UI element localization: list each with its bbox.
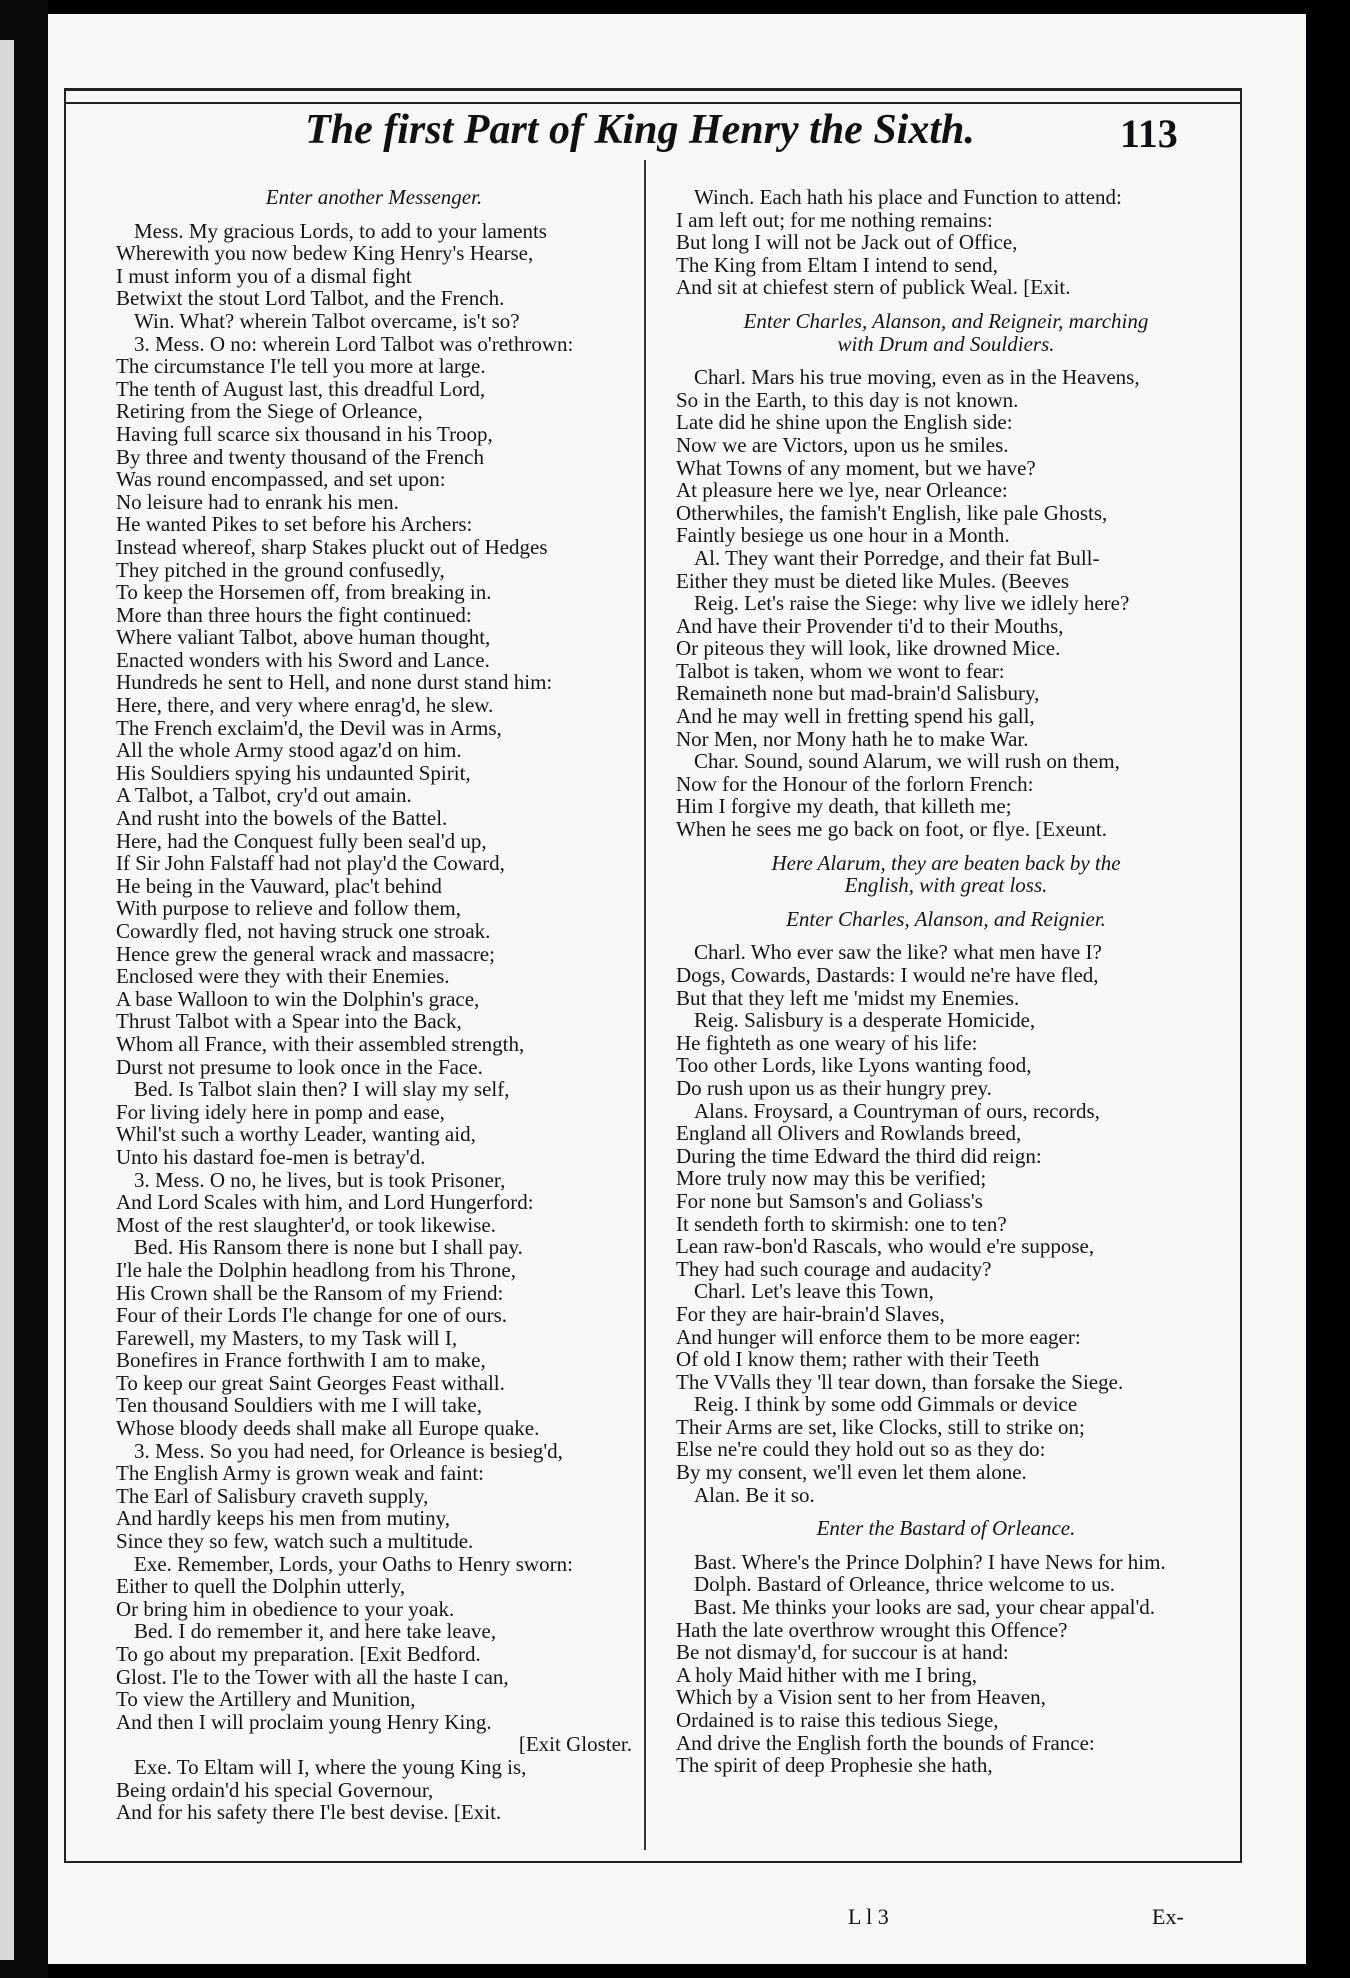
text-line: More truly now may this be verified; xyxy=(676,1166,987,1191)
text-line: Talbot is taken, whom we wont to fear: xyxy=(676,658,1005,683)
page-number: 113 xyxy=(1120,111,1178,156)
text-line: The tenth of August last, this dreadful Lord, xyxy=(116,376,486,401)
text-line: [Exit Gloster. xyxy=(518,1732,632,1757)
text-line: Instead whereof, sharp Stakes pluckt out of Hedges xyxy=(116,534,548,559)
text-line: Ordained is to raise this tedious Siege, xyxy=(676,1708,999,1732)
text-line: Now we are Victors, upon us he smiles. xyxy=(676,432,1009,457)
text-line: Nor Men, nor Mony hath he to make War. xyxy=(676,726,1029,751)
text-line: Now for the Honour of the forlorn French: xyxy=(676,771,1034,796)
text-line: Charl. Let's leave this Town, xyxy=(694,1279,934,1304)
text-line: During the time Edward the third did reign: xyxy=(676,1143,1042,1168)
text-line: Most of the rest slaughter'd, or took likewise. xyxy=(116,1212,496,1237)
text-line: Glost. I'le to the Tower with all the haste I can, xyxy=(116,1664,509,1689)
text-line: And for his safety there I'le best devise. [Exit. xyxy=(116,1800,502,1825)
text-line: Charl. Mars his true moving, even as in the Heavens, xyxy=(694,365,1140,390)
text-line: Dogs, Cowards, Dastards: I would ne're have fled, xyxy=(676,963,1099,987)
text-line: Cowardly fled, not having struck one stroak. xyxy=(116,919,491,943)
text-line: No leisure had to enrank his men. xyxy=(116,489,399,514)
text-line: Reig. Salisbury is a desperate Homicide, xyxy=(694,1008,1036,1033)
text-line: By three and twenty thousand of the French xyxy=(116,444,484,469)
text-line: Hath the late overthrow wrought this Offence? xyxy=(676,1617,1068,1642)
text-line: And hardly keeps his men from mutiny, xyxy=(116,1506,451,1531)
text-line: Was round encompassed, and set upon: xyxy=(116,467,446,492)
text-line: Be not dismay'd, for succour is at hand: xyxy=(676,1640,1009,1665)
text-line: Lean raw-bon'd Rascals, who would e're suppose, xyxy=(676,1234,1095,1259)
text-line: Whose bloody deeds shall make all Europe quake. xyxy=(116,1416,540,1441)
text-line: More than three hours the fight continued: xyxy=(116,602,472,627)
text-line: If Sir John Falstaff had not play'd the Coward, xyxy=(116,851,505,876)
text-line: Bonefires in France forthwith I am to make, xyxy=(116,1348,486,1373)
column-divider xyxy=(644,160,646,1850)
text-line: Win. What? wherein Talbot overcame, is't so? xyxy=(134,308,520,333)
text-line: The French exclaim'd, the Devil was in Arms, xyxy=(116,715,502,740)
text-line: Thrust Talbot with a Spear into the Back, xyxy=(116,1009,462,1034)
text-line: 3. Mess. O no: wherein Lord Talbot was o'rethrown: xyxy=(134,331,574,356)
text-line: Here, had the Conquest fully been seal'd up, xyxy=(116,828,487,853)
text-line: Exe. Remember, Lords, your Oaths to Henry sworn: xyxy=(134,1551,573,1576)
text-line: Either they must be dieted like Mules. (Beeves xyxy=(676,568,1070,593)
text-line: Otherwhiles, the famish't English, like pale Ghosts, xyxy=(676,500,1108,525)
text-line: And sit at chiefest stern of publick Weal. [Exit. xyxy=(676,275,1071,300)
text-line: The Earl of Salisbury craveth supply, xyxy=(116,1483,429,1508)
signature-mark: L l 3 xyxy=(848,1904,889,1929)
text-line: To go about my preparation. [Exit Bedford. xyxy=(116,1642,481,1666)
text-line: Whil'st such a worthy Leader, wanting aid, xyxy=(116,1122,476,1147)
text-line: Him I forgive my death, that killeth me; xyxy=(676,794,1012,819)
text-line: Else ne're could they hold out so as they do: xyxy=(676,1437,1046,1462)
text-line: He being in the Vauward, plac't behind xyxy=(116,873,442,898)
text-line: And Lord Scales with him, and Lord Hungerford: xyxy=(116,1190,534,1215)
line-gap xyxy=(676,841,1216,852)
text-line: Alan. Be it so. xyxy=(694,1482,815,1507)
text-line: So in the Earth, to this day is not known. xyxy=(676,387,1019,412)
text-line: 3. Mess. So you had need, for Orleance is besieg'd, xyxy=(134,1438,563,1463)
text-line: Bed. Is Talbot slain then? I will slay my self, xyxy=(134,1077,510,1102)
text-line: England all Olivers and Rowlands breed, xyxy=(676,1121,1022,1146)
text-line: Betwixt the stout Lord Talbot, and the French. xyxy=(116,286,505,311)
left-text-column xyxy=(116,186,632,1824)
stage-direction: Enter Charles, Alanson, and Reignier. xyxy=(786,906,1106,931)
text-line: Winch. Each hath his place and Function to attend: xyxy=(694,185,1122,209)
text-line: A base Walloon to win the Dolphin's grace, xyxy=(116,986,480,1011)
text-line: I'le hale the Dolphin headlong from his Throne, xyxy=(116,1257,516,1282)
stage-direction: Enter another Messenger. xyxy=(265,185,483,209)
text-line: To keep the Horsemen off, from breaking in. xyxy=(116,580,492,605)
text-line: Hence grew the general wrack and massacre; xyxy=(116,941,495,966)
text-line: Mess. My gracious Lords, to add to your laments xyxy=(134,218,547,243)
text-line: Four of their Lords I'le change for one of ours. xyxy=(116,1303,508,1328)
text-line: I must inform you of a dismal fight xyxy=(116,263,412,288)
text-line: And then I will proclaim young Henry King. xyxy=(116,1709,492,1734)
text-line: They had such courage and audacity? xyxy=(676,1256,992,1281)
text-line: By my consent, we'll even let them alone. xyxy=(676,1460,1027,1485)
text-line: Hundreds he sent to Hell, and none durst stand him: xyxy=(116,670,553,695)
text-line: With purpose to relieve and follow them, xyxy=(116,896,461,921)
text-line: And hunger will enforce them to be more eager: xyxy=(676,1324,1081,1349)
line-gap xyxy=(116,209,632,220)
text-line: Unto his dastard foe-men is betray'd. xyxy=(116,1144,426,1169)
previous-page-sliver xyxy=(0,40,14,1960)
text-line: The circumstance I'le tell you more at large. xyxy=(116,354,486,379)
right-text-column xyxy=(676,186,1216,1777)
text-line: The King from Eltam I intend to send, xyxy=(676,252,998,277)
text-line: His Crown shall be the Ransom of my Friend: xyxy=(116,1280,504,1305)
text-line: Their Arms are set, like Clocks, still to strike on; xyxy=(676,1414,1085,1439)
stage-direction: Here Alarum, they are beaten back by the xyxy=(771,850,1121,875)
text-line: The VValls they 'll tear down, than forsake the Siege. xyxy=(676,1369,1124,1394)
text-line: And drive the English forth the bounds of France: xyxy=(676,1730,1095,1755)
text-line: Too other Lords, like Lyons wanting food, xyxy=(676,1053,1032,1078)
text-line: Bast. Where's the Prince Dolphin? I have News for him. xyxy=(694,1549,1166,1574)
text-line: Do rush upon us as their hungry prey. xyxy=(676,1075,992,1100)
text-line: Al. They want their Porredge, and their fat Bull- xyxy=(694,545,1100,570)
text-line: Or piteous they will look, like drowned Mice. xyxy=(676,636,1061,661)
text-line: For none but Samson's and Goliass's xyxy=(676,1188,983,1213)
text-line: He fighteth as one weary of his life: xyxy=(676,1030,978,1055)
text-line: Reig. Let's raise the Siege: why live we idlely here? xyxy=(694,591,1130,616)
text-line: Here, there, and very where enrag'd, he slew. xyxy=(116,693,494,718)
text-line: Remaineth none but mad-brain'd Salisbury, xyxy=(676,681,1040,706)
text-line: Bed. His Ransom there is none but I shall pay. xyxy=(134,1235,523,1260)
text-line: His Souldiers spying his undaunted Spirit, xyxy=(116,760,471,785)
text-line: Exe. To Eltam will I, where the young King is, xyxy=(134,1754,527,1779)
text-line: When he sees me go back on foot, or flye. [Exeunt. xyxy=(676,817,1107,842)
text-line: All the whole Army stood agaz'd on him. xyxy=(116,738,462,763)
text-line: They pitched in the ground confusedly, xyxy=(116,557,445,582)
text-line: At pleasure here we lye, near Orleance: xyxy=(676,478,1008,503)
text-line: Having full scarce six thousand in his Troop, xyxy=(116,421,493,446)
stage-direction: with Drum and Souldiers. xyxy=(837,331,1055,356)
text-line: Being ordain'd his special Governour, xyxy=(116,1777,434,1802)
text-line: Which by a Vision sent to her from Heaven, xyxy=(676,1685,1046,1710)
catchword: Ex- xyxy=(1152,1904,1184,1929)
text-line: The spirit of deep Prophesie she hath, xyxy=(676,1753,993,1778)
text-line: Ten thousand Souldiers with me I will take, xyxy=(116,1393,482,1418)
stage-direction: Enter the Bastard of Orleance. xyxy=(816,1516,1076,1541)
text-line: Retiring from the Siege of Orleance, xyxy=(116,399,423,424)
text-line: Enclosed were they with their Enemies. xyxy=(116,964,450,989)
text-line: Or bring him in obedience to your yoak. xyxy=(116,1596,455,1621)
text-line: And rusht into the bowels of the Battel. xyxy=(116,806,448,831)
text-line: Reig. I think by some odd Gimmals or device xyxy=(694,1392,1078,1417)
text-line: Wherewith you now bedew King Henry's Hearse, xyxy=(116,241,534,266)
text-line: Bed. I do remember it, and here take leave, xyxy=(134,1619,497,1644)
header-rule xyxy=(64,102,1240,104)
text-line: Late did he shine upon the English side: xyxy=(676,410,1013,435)
text-line: Where valiant Talbot, above human thought, xyxy=(116,625,491,650)
text-line: Of old I know them; rather with their Teeth xyxy=(676,1347,1040,1372)
text-line: Dolph. Bastard of Orleance, thrice welcome to us. xyxy=(694,1572,1116,1597)
text-line: Either to quell the Dolphin utterly, xyxy=(116,1574,406,1599)
text-line: For they are hair-brain'd Slaves, xyxy=(676,1301,945,1326)
text-line: Enacted wonders with his Sword and Lance. xyxy=(116,647,490,672)
text-line: And he may well in fretting spend his gall, xyxy=(676,704,1035,729)
text-line: Char. Sound, sound Alarum, we will rush on them, xyxy=(694,749,1120,774)
text-line: To keep our great Saint Georges Feast withall. xyxy=(116,1370,505,1395)
running-title: The first Part of King Henry the Sixth. xyxy=(305,107,975,153)
stage-direction: English, with great loss. xyxy=(844,873,1048,898)
text-line: For living idely here in pomp and ease, xyxy=(116,1099,445,1124)
text-line: A Talbot, a Talbot, cry'd out amain. xyxy=(116,783,412,808)
stage-direction: Enter Charles, Alanson, and Reigneir, marching xyxy=(743,308,1149,333)
text-line: He wanted Pikes to set before his Archers: xyxy=(116,512,473,537)
text-line: To view the Artillery and Munition, xyxy=(116,1687,416,1712)
text-line: Bast. Me thinks your looks are sad, your chear appal'd. xyxy=(694,1595,1156,1620)
text-line: I am left out; for me nothing remains: xyxy=(676,207,993,232)
text-line: The English Army is grown weak and faint: xyxy=(116,1461,485,1486)
text-line: 3. Mess. O no, he lives, but is took Prisoner, xyxy=(134,1167,506,1192)
text-line: But that they left me 'midst my Enemies. xyxy=(676,985,1020,1010)
text-line: It sendeth forth to skirmish: one to ten? xyxy=(676,1211,1007,1236)
text-line: But long I will not be Jack out of Office, xyxy=(676,230,1018,255)
text-line: Farewell, my Masters, to my Task will I, xyxy=(116,1325,458,1350)
text-line: Charl. Who ever saw the like? what men have I? xyxy=(694,940,1102,965)
text-line: What Towns of any moment, but we have? xyxy=(676,455,1036,480)
text-line: Durst not presume to look once in the Face. xyxy=(116,1054,483,1079)
text-line: Since they so few, watch such a multitude. xyxy=(116,1529,474,1554)
text-line: A holy Maid hither with me I bring, xyxy=(676,1662,977,1687)
text-line: And have their Provender ti'd to their Mouths, xyxy=(676,613,1064,638)
text-line: Alans. Froysard, a Countryman of ours, records, xyxy=(694,1098,1100,1123)
text-line: Whom all France, with their assembled strength, xyxy=(116,1031,525,1056)
text-line: Faintly besiege us one hour in a Month. xyxy=(676,523,1010,548)
